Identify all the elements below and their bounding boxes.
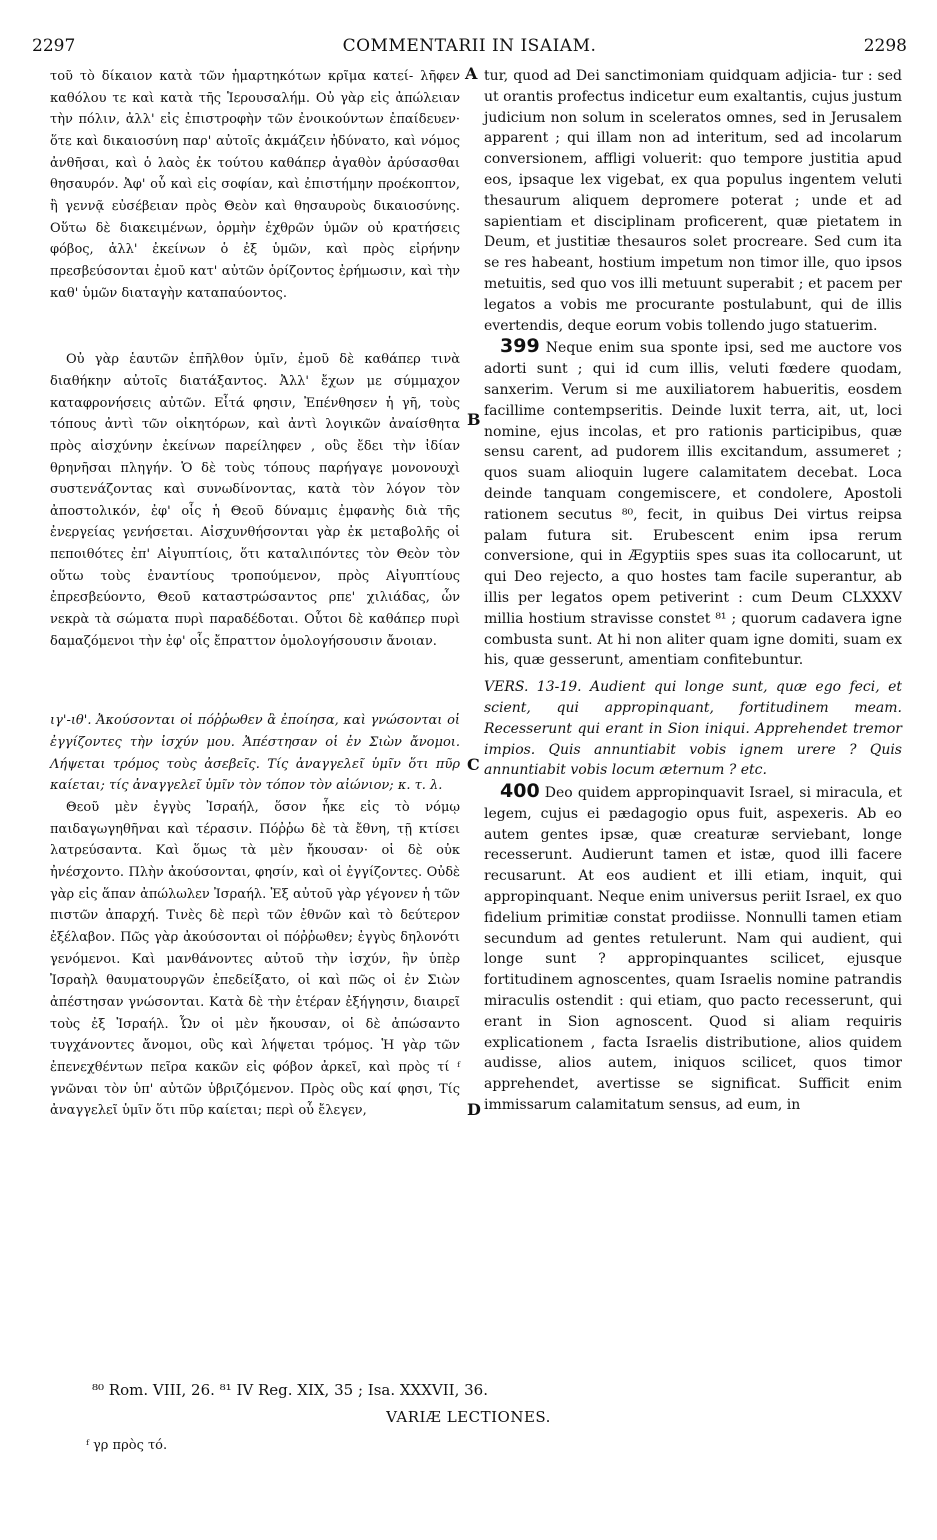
margin-letter-d: D: [467, 1100, 481, 1119]
section-number-399: 399: [500, 335, 540, 358]
page-header: [32, 36, 907, 58]
latin-paragraph-3: [484, 781, 902, 1116]
latin-column: [484, 66, 902, 1116]
page-number-right: 2298: [863, 36, 907, 56]
margin-letter-b: B: [467, 410, 481, 429]
variant-reading: ᶠ γρ πρὸς τό.: [86, 1438, 168, 1453]
margin-letter-c: C: [467, 755, 480, 774]
latin-paragraph-1: tur, quod ad Dei sanctimoniam quidquam adjicia- tur : sed ut orantis profectus indicetur eum exaltantis, cujus justum judicium non solum in sceleratos omnes, sed in Jerusalem apparent ; qui illam non ad interitum, sed ad incolarum conversionem, affligi voluerit: quo tempore justitia apud eos, ipsaque lex vigebat, ex qua populus ingentem veluti thesaurum aliquem depromere poterat ; unde et ad sapientiam et disciplinam proficerent, quæ pietatem in Deum, et justitiæ thesauros solet procreare. Sed cum ita se res habeant, hostium impetum non timor ille, quo ipsos metuitis, sed quo vos illi metuunt superabit ; et pacem per legatos a vobis me procurante postulabunt, qui de illis evertendis, deque eorum vobis tollendo jugo statuerim.: [484, 68, 902, 334]
greek-verse-lemma: ιγ'-ιθ'. Ἀκούσονται οἱ πόῤῥωθεν ἃ ἐποίησα, καὶ γνώσονται οἱ ἐγγίζοντες τὴν ἰσχύν μου. Ἀπέστησαν οἱ ἐν Σιὼν ἄνομοι. Λήψεται τρόμος τοὺς ἀσεβεῖς. Τίς ἀναγγελεῖ ὑμῖν ὅτι πῦρ καίεται; τίς ἀναγγελεῖ ὑμῖν τὸν τόπον τὸν αἰώνιον; κ. τ. λ.: [50, 713, 460, 794]
latin-paragraph-2: [484, 336, 902, 671]
variae-lectiones-heading: VARIÆ LECTIONES.: [386, 1408, 551, 1426]
greek-paragraph-3: Θεοῦ μὲν ἐγγὺς Ἰσραήλ, ὅσον ἧκε εἰς τὸ νόμῳ παιδαγωγηθῆναι καὶ τέρασιν. Πόῤῥω δὲ τὰ ἔθνη, τῇ κτίσει λατρεύσαντα. Καὶ ὅμως τὰ μὲν ἤκουσαν· οἱ δὲ οὐκ ἠνέσχοντο. Πλὴν ἀκούσονται, φησίν, καὶ οἱ ἐγγίζοντες. Οὐδὲ γὰρ εἰς ἅπαν ἀπώλωλεν Ἰσραήλ. Ἐξ αὐτοῦ γὰρ γέγονεν ἡ τῶν πιστῶν ἀπαρχή. Τινὲς δὲ περὶ τῶν ἐθνῶν καὶ τὸ δεύτερον ἐξέλαβον. Πῶς γὰρ ἀκούσονται οἱ πόῤῥωθεν; ἐγγὺς δηλονότι γενόμενοι. Καὶ μανθάνοντες αὐτοῦ τὴν ἰσχύν, ἣν ὑπὲρ Ἰσραὴλ θαυματουργῶν ἐπεδείξατο, οἱ καὶ πῶς οἱ ἐν Σιὼν ἀπέστησαν γνώσονται. Κατὰ δὲ τὴν ἑτέραν ἐξήγησιν, διαιρεῖ τοὺς ἐξ Ἰσραήλ. Ὧν οἱ μὲν ἤκουσαν, οἱ δὲ ἀπώσαντο τυγχάνοντες ἄνομοι, οὓς καὶ λήψεται τρόμος. Ἡ γὰρ τῶν ἐπενεχθέντων πεῖρα κακῶν εἰς φόβον ἀρκεῖ, καὶ πρὸς τί ᶠ γνῶναι τὸν ὑπ' αὐτῶν ὑβριζόμενον. Πρὸς οὓς καί φησι, Τίς ἀναγγελεῖ ὑμῖν ὅτι πῦρ καίεται; περὶ οὗ ἔλεγεν,: [50, 800, 460, 1119]
greek-paragraph-2: Οὐ γὰρ ἑαυτῶν ἐπῆλθον ὑμῖν, ἐμοῦ δὲ καθάπερ τινὰ διαθήκην αὐτοῖς διατάξαντος. Ἀλλ' ἔχων με σύμμαχον καταφρονήσεις αὐτῶν. Εἶτά φησιν, Ἐπένθησεν ἡ γῆ, τοὺς τόπους ἀντὶ τῶν οἰκητόρων, καὶ ἀντὶ λογικῶν ἀναίσθητα πρὸς αἰσχύνην ἐκείνων παρείληφεν , οὓς ἔδει τὴν ἰδίαν θρηνῆσαι πληγήν. Ὁ δὲ τοὺς τόπους παρήγαγε μονονουχὶ συστενάζοντας καὶ συνωδίνοντας, κατὰ τὸν λόγον τὸν ἀποστολικόν, ἐφ' οἷς ἡ Θεοῦ δύναμις ἐμφανὴς διὰ τῆς ἐνεργείας γενήσεται. Αἰσχυνθήσονται γὰρ ἐκ μεταβολῆς οἱ πεποιθότες ἐπ' Αἰγυπτίοις, ὅτι καταλιπόντες τὸν Θεὸν τὸν οὕτω τοὺς ἐναντίους τροπούμενον, πρὸς Αἰγυπτίους ἐπρεσβεύοντο, Θεοῦ καταστρώσαντος ρπε' χιλιάδας, ὧν νεκρὰ τὰ σώματα πυρὶ παραδέδοται. Οὗτοι δὲ καθάπερ πυρὶ δαμαζόμενοι τὴν ἐφ' οἷς ἔπραττον ὁμολογήσουσιν ἄνοιαν.: [50, 352, 460, 649]
running-title: COMMENTARII IN ISAIAM.: [342, 36, 597, 56]
latin-paragraph-2-text: Neque enim sua sponte ipsi, sed me auctore vos adorti sunt ; qui id cum illis, veluti fœdere quodam, sanxerim. Verum si me auxiliatorem habueritis, eosdem facillime contempseritis. Deinde luxit terra, ait, ut, loci nomine, ejus incolas, et pro rationis participibus, quæ sensu carent, ad pudorem illis excitandum, assumeret ; quos suam alioquin lugere calamitatem decebat. Loca deinde tanquam congemiscere, et condolere, Apostoli rationem secutus ⁸⁰, fecit, in quibus Dei virtus reipsa palam futura sit. Erubescent enim ipsa rerum conversione, qui in Ægyptiis spes suas ita collocarunt, ut qui Deo rejecto, a quo hostes tam facile superantur, ab illis per legatos opem petiverint : cum Deum CLXXXV millia hostium stravisse constet ⁸¹ ; quorum cadavera igne combusta sunt. At hi non aliter quam igne domiti, suam ex his, quæ gesserunt, amentiam confitebuntur.: [484, 340, 902, 669]
latin-verse-lemma: VERS. 13-19. Audient qui longe sunt, quæ ego feci, et scient, qui appropinquant, fortitudinem meam. Recesserunt qui erant in Sion iniqui. Apprehendet tremor impios. Quis annuntiabit vobis ignem urere ? Quis annuntiabit vobis locum æternum ? etc.: [484, 679, 902, 779]
greek-paragraph-1: τοῦ τὸ δίκαιον κατὰ τῶν ἡμαρτηκότων κρῖμα κατεί- λῆφεν καθόλου τε καὶ κατὰ τῆς Ἱερουσαλήμ. Οὐ γὰρ εἰς ἀπώλειαν τὴν πόλιν, ἀλλ' εἰς ἐπιστροφὴν τῶν ἐνοικούντων ἐπαίδευεν· ὅτε καὶ δικαιοσύνη παρ' αὐτοῖς ἀκμάζειν ἠδύνατο, καὶ νόμος ἀνθῆσαι, καὶ ὁ λαὸς ἐκ τούτου καθάπερ ἀγαθὸν ἀρύσασθαι θησαυρόν. Ἀφ' οὗ καὶ εἰς σοφίαν, καὶ ἐπιστήμην προέκοπτον, ἢ γεννᾷ εὐσέβειαν πρὸς Θεὸν καὶ θησαυροὺς δικαιοσύνης. Οὕτω δὲ διακειμένων, ὁρμὴν ἐχθρῶν ὑμῶν οὐ κρατήσεις φόβος, ἀλλ' ἐκείνων ὁ ἐξ ὑμῶν, καὶ πρὸς εἰρήνην πρεσβεύσονται ἐμοῦ κατ' αὐτῶν ὁρίζοντος ἐρήμωσιν, καὶ τὴν καθ' ὑμῶν διαταγὴν καταπαύοντος.: [50, 69, 460, 301]
section-number-400: 400: [500, 780, 540, 803]
page-number-left: 2297: [32, 36, 76, 56]
greek-column: [50, 66, 460, 1122]
footnote-references: ⁸⁰ Rom. VIII, 26. ⁸¹ IV Reg. XIX, 35 ; Isa. XXXVII, 36.: [92, 1381, 488, 1399]
margin-letter-a: A: [465, 64, 478, 83]
latin-paragraph-3-text: Deo quidem appropinquavit Israel, si miracula, et legem, cujus ei pædagogio opus fuit, aspexeris. Ab eo autem gentes ipsæ, quæ creaturæ serviebant, longe recesserunt. Audierunt tamen et istæ, quod illi facere recusarunt. At eos audient et illi etiam, inquit, qui appropinquant. Neque enim universus periit Israel, ex quo fidelium primitiæ constat prodiisse. Nonnulli tamen etiam secundum ad gentes retulerunt. Nam qui audient, qui longe sunt ? appropinquantes scilicet, ejusque fortitudinem agnoscentes, quam Israelis nomine patrandis miraculis ostendit : qui etiam, quo pacto recesserunt, qui erant in Sion agnoscent. Quod si aliam requiris explicationem , facta Israelis distributione, alios quidem audisse, alios autem, iniquos scilicet, quos timor apprehendet, avertisse se significat. Sufficit enim immissarum calamitatum sensus, ad eum, in: [484, 785, 902, 1114]
